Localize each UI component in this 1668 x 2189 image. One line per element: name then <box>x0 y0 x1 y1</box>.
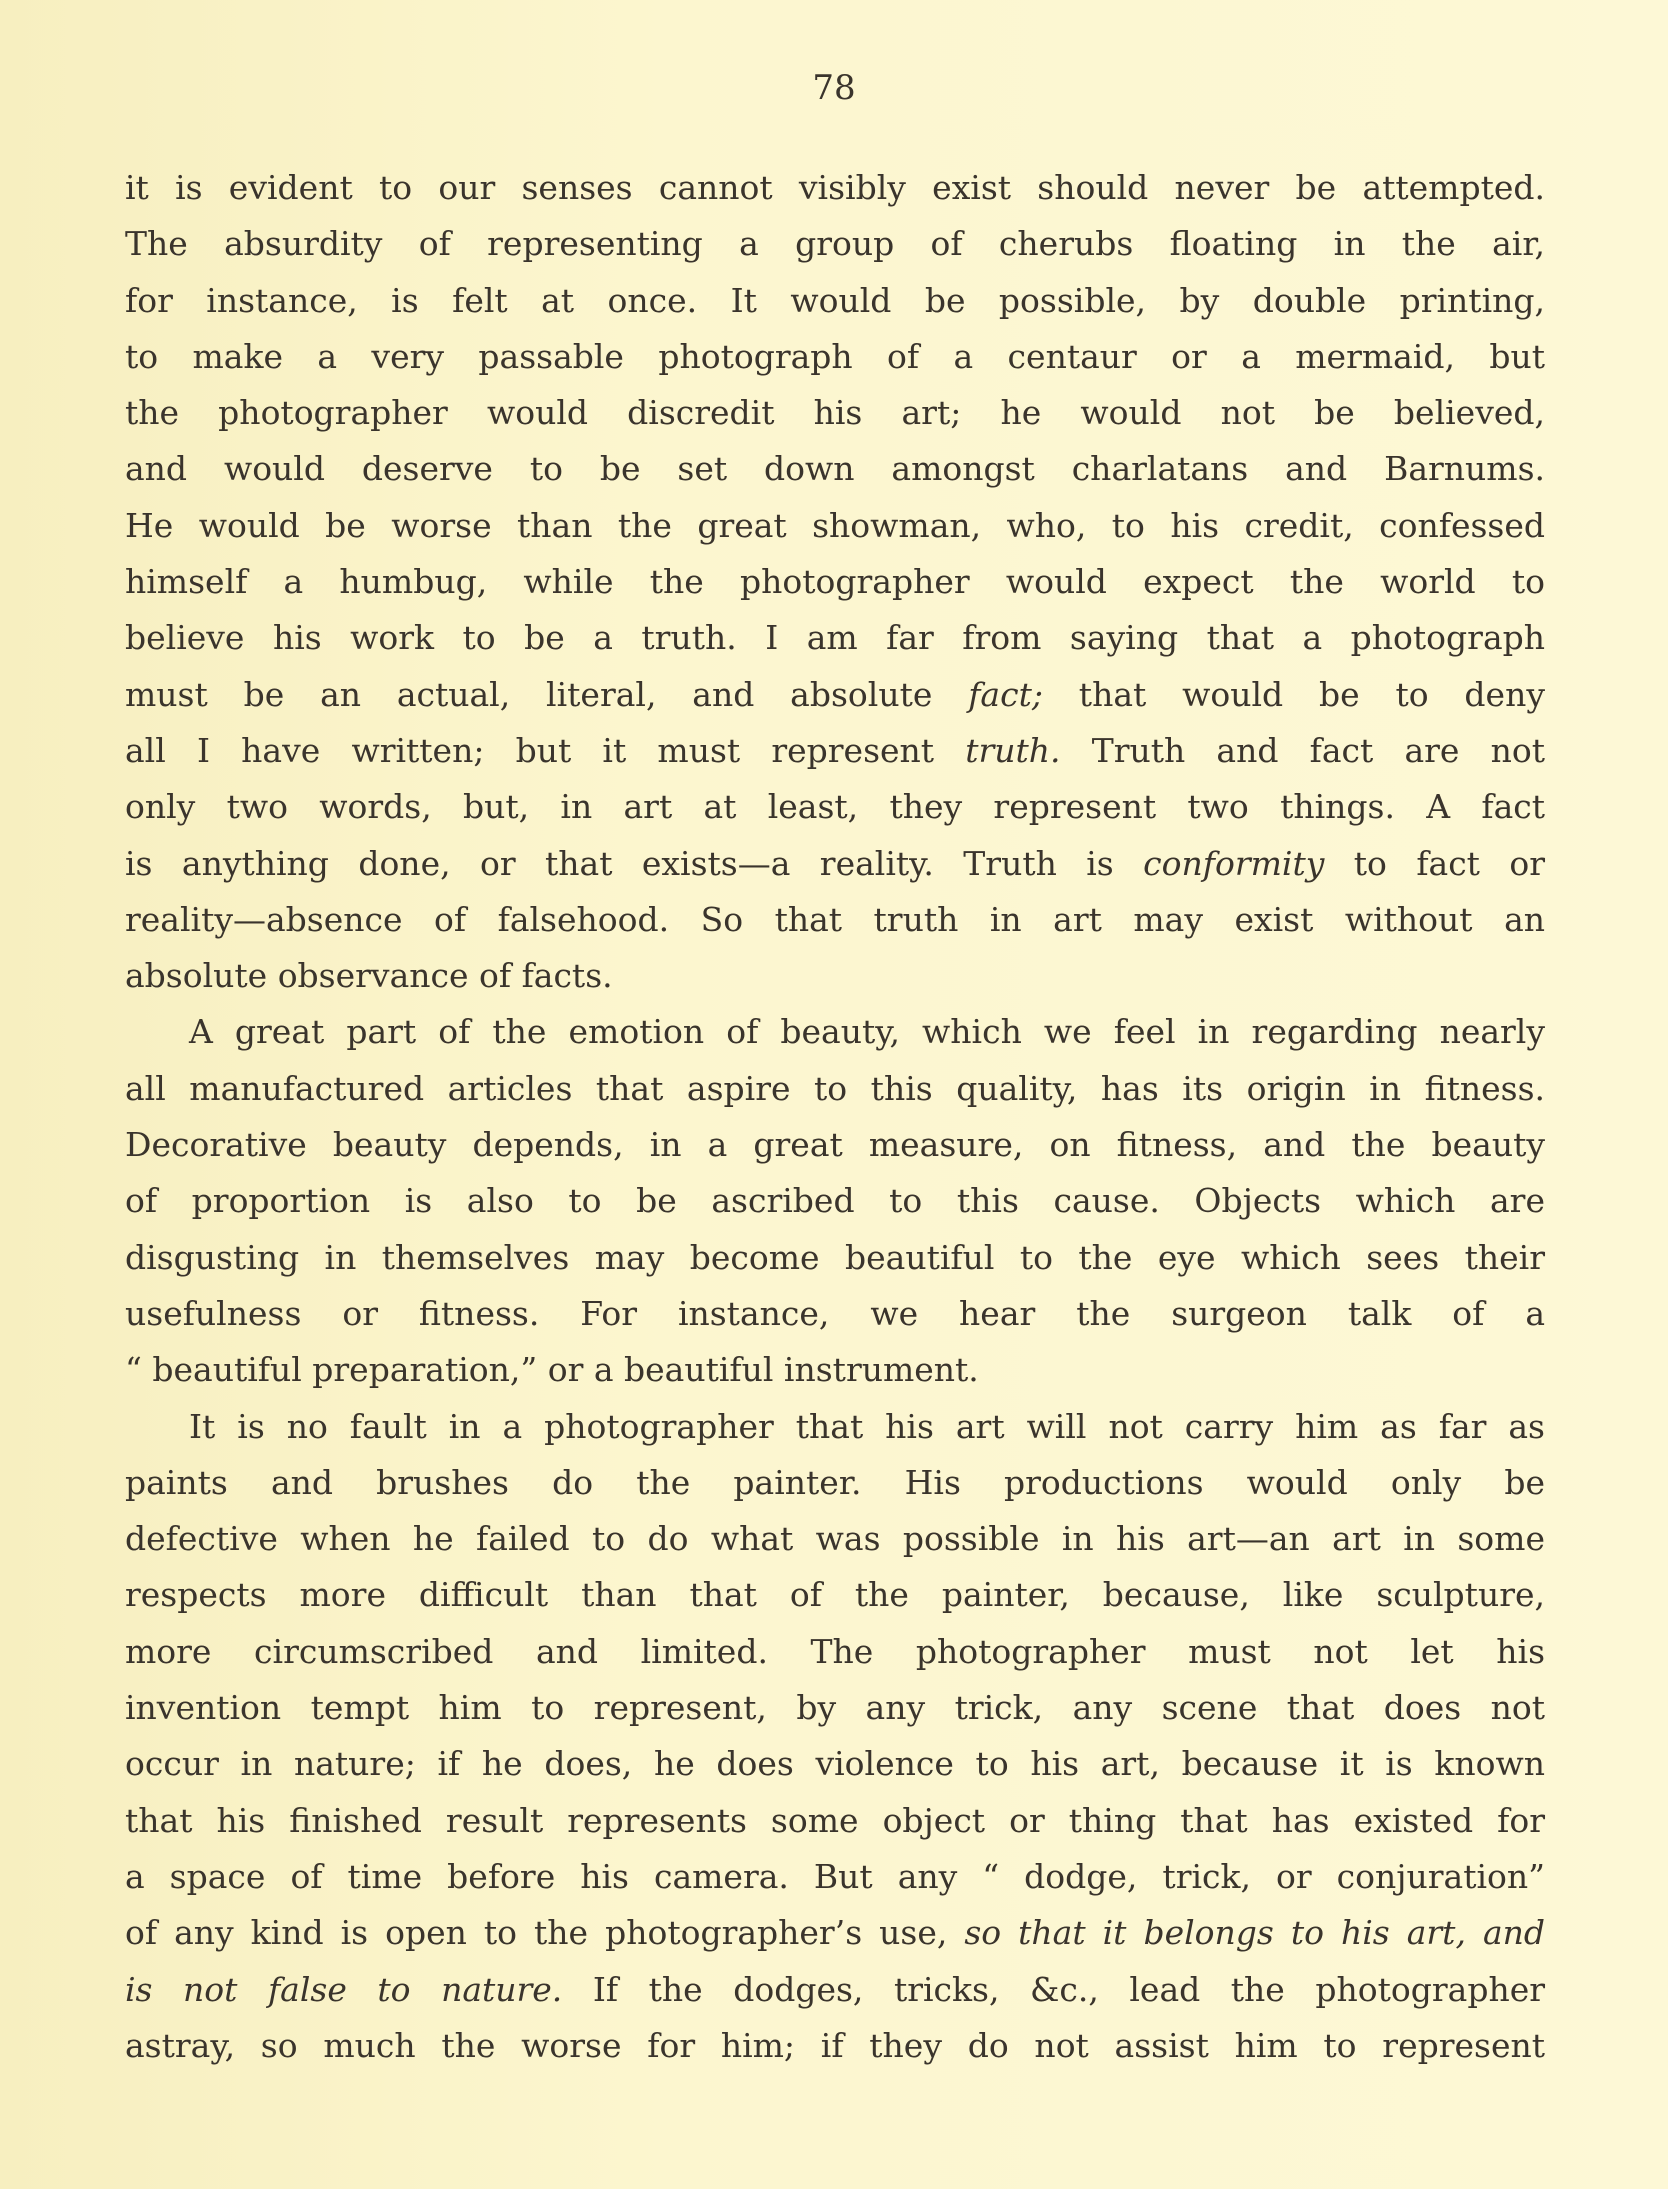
text-segment: If the dodges, tricks, &c., lead the photographer <box>562 1969 1546 2009</box>
text-segment: astray, so much the worse for him; if they do not assist him to represent <box>125 2025 1545 2065</box>
text-line <box>125 836 1545 892</box>
text-line <box>125 498 1545 554</box>
text-line <box>125 1342 1545 1398</box>
text-segment: is anything done, or that exists—a reality. Truth is <box>125 843 1144 883</box>
text-line <box>125 1230 1545 1286</box>
text-line <box>125 385 1545 441</box>
text-line <box>125 1849 1545 1905</box>
text-line <box>125 1793 1545 1849</box>
text-line <box>125 329 1545 385</box>
text-segment: only two words, but, in art at least, they represent two things. A fact <box>125 787 1545 827</box>
text-segment: and would deserve to be set down amongst charlatans and Barnums. <box>125 449 1545 489</box>
text-line <box>125 667 1545 723</box>
text-line <box>125 1117 1545 1173</box>
text-segment: invention tempt him to represent, by any trick, any scene that does not <box>125 1688 1545 1728</box>
text-segment: of any kind is open to the photographer’s use, <box>125 1913 965 1953</box>
text-segment: must be an actual, literal, and absolute <box>125 674 969 714</box>
text-line <box>125 1567 1545 1623</box>
text-line <box>125 1736 1545 1792</box>
text-segment: paints and brushes do the painter. His productions would only be <box>125 1462 1545 1502</box>
text-segment: disgusting in themselves may become beautiful to the eye which sees their <box>125 1237 1545 1277</box>
text-segment: a space of time before his camera. But any “ dodge, trick, or conjuration” <box>125 1856 1545 1896</box>
text-segment: respects more difficult than that of the painter, because, like sculpture, <box>125 1575 1545 1615</box>
text-segment: occur in nature; if he does, he does violence to his art, because it is known <box>125 1744 1545 1784</box>
text-segment: of proportion is also to be ascribed to this cause. Objects which are <box>125 1181 1545 1221</box>
text-line <box>125 1511 1545 1567</box>
text-line <box>125 1962 1545 2018</box>
italic-text: so that it belongs to his art, and <box>964 1913 1545 1953</box>
text-segment: reality—absence of falsehood. So that truth in art may exist without an <box>125 899 1545 939</box>
text-line <box>125 441 1545 497</box>
text-segment: all manufactured articles that aspire to this quality, has its origin in fitness. <box>125 1068 1545 1108</box>
text-segment: usefulness or fitness. For instance, we hear the surgeon talk of a <box>125 1293 1545 1333</box>
text-segment: believe his work to be a truth. I am far from saying that a photograph <box>125 618 1545 658</box>
text-line <box>125 554 1545 610</box>
text-segment: that would be to deny <box>1042 674 1545 714</box>
text-line <box>125 1399 1545 1455</box>
text-line <box>125 1905 1545 1961</box>
text-line <box>125 892 1545 948</box>
text-line <box>125 273 1545 329</box>
italic-text: conformity <box>1143 843 1325 883</box>
text-segment: The absurdity of representing a group of cherubs floating in the air, <box>125 224 1545 264</box>
text-line <box>125 1004 1545 1060</box>
text-line <box>125 2018 1545 2074</box>
text-line <box>125 1173 1545 1229</box>
text-line <box>125 610 1545 666</box>
text-segment: defective when he failed to do what was possible in his art—an art in some <box>125 1519 1545 1559</box>
text-segment: absolute observance of facts. <box>125 956 613 996</box>
text-segment: more circumscribed and limited. The photographer must not let his <box>125 1631 1545 1671</box>
text-segment: the photographer would discredit his art; he would not be believed, <box>125 393 1545 433</box>
text-segment: Decorative beauty depends, in a great measure, on fitness, and the beauty <box>125 1125 1545 1165</box>
text-segment: for instance, is felt at once. It would be possible, by double printing, <box>125 280 1545 320</box>
text-line <box>125 723 1545 779</box>
text-line <box>125 216 1545 272</box>
text-line <box>125 1286 1545 1342</box>
page-number: 78 <box>812 68 856 108</box>
text-line <box>125 1455 1545 1511</box>
text-segment: it is evident to our senses cannot visibly exist should never be attempted. <box>125 168 1545 207</box>
text-segment: himself a humbug, while the photographer would expect the world to <box>125 562 1545 602</box>
text-segment: to fact or <box>1324 843 1545 883</box>
italic-text: fact; <box>968 674 1043 714</box>
text-segment: that his finished result represents some object or thing that has existed for <box>125 1800 1545 1840</box>
text-line <box>125 779 1545 835</box>
text-segment: Truth and fact are not <box>1060 730 1546 770</box>
text-line <box>125 1624 1545 1680</box>
text-segment: A great part of the emotion of beauty, which we feel in regarding nearly <box>189 1012 1545 1052</box>
text-segment: “ beautiful preparation,” or a beautiful instrument. <box>125 1350 979 1390</box>
text-line <box>125 160 1545 216</box>
text-segment: He would be worse than the great showman, who, to his credit, confessed <box>125 505 1545 545</box>
text-line <box>125 1061 1545 1117</box>
italic-text: is not false to nature. <box>125 1969 563 2009</box>
text-segment: all I have written; but it must represent <box>125 730 966 770</box>
body-text <box>125 160 1545 2074</box>
text-segment: to make a very passable photograph of a centaur or a mermaid, but <box>125 336 1545 376</box>
text-line <box>125 1680 1545 1736</box>
text-line <box>125 948 1545 1004</box>
italic-text: truth. <box>965 730 1061 770</box>
text-segment: It is no fault in a photographer that his art will not carry him as far as <box>189 1406 1545 1446</box>
